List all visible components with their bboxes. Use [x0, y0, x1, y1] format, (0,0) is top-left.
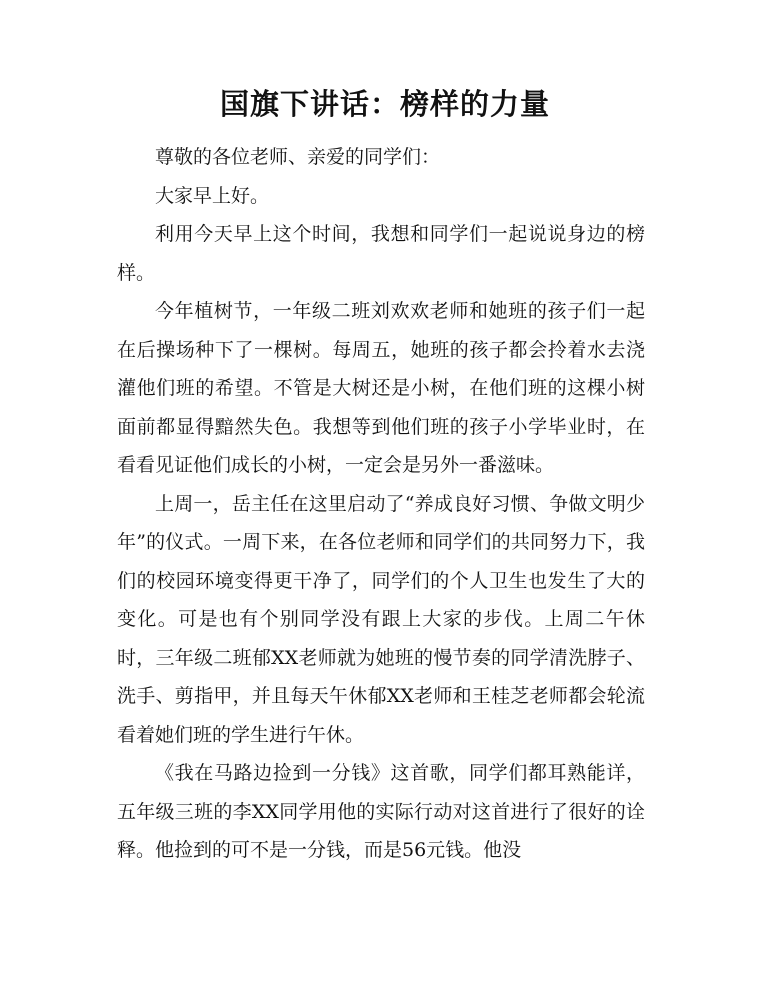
paragraph-good-habits: 上周一，岳主任在这里启动了“养成良好习惯、争做文明少年”的仪式。一周下来，在各位老师和同学们的共同努力下，我们的校园环境变得更干净了，同学们的个人卫生也发生了大的变化。可是也有个别同学没有跟上大家的步伐。上周二午休时，三年级二班郁XX老师就为她班的慢节奏的同学清洗脖子、洗手、剪指甲，并且每天午休郁XX老师和王桂芝老师都会轮流看着她们班的学生进行午休。 — [117, 492, 645, 746]
paragraph-tree-planting: 今年植树节，一年级二班刘欢欢老师和她班的孩子们一起在后操场种下了一棵树。每周五，她班的孩子都会拎着水去浇灌他们班的希望。不管是大树还是小树，在他们班的这棵小树面前都显得黯然失色。我想等到他们班的孩子小学毕业时，在看看见证他们成长的小树，一定会是另外一番滋味。 — [117, 300, 645, 476]
paragraph-found-money: 《我在马路边捡到一分钱》这首歌，同学们都耳熟能详，五年级三班的李XX同学用他的实际行动对这首进行了很好的诠释。他捡到的可不是一分钱，而是56元钱。他没 — [117, 762, 645, 861]
paragraph-salutation: 尊敬的各位老师、亲爱的同学们： — [155, 146, 441, 168]
document-body — [117, 138, 645, 870]
paragraph-greeting: 大家早上好。 — [155, 184, 270, 207]
page-title: 国旗下讲话：榜样的力量 — [219, 87, 550, 121]
paragraph-intro: 利用今天早上这个时间，我想和同学们一起说说身边的榜样。 — [117, 223, 645, 284]
